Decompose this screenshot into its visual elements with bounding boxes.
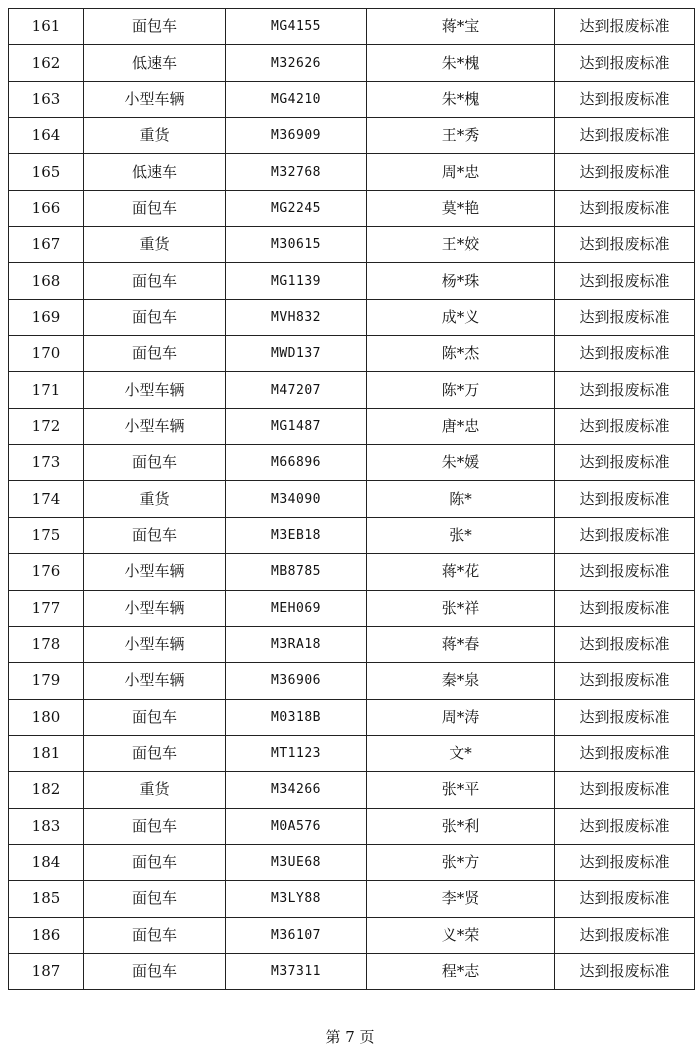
row-number-cell: 163 <box>9 81 84 117</box>
plate-number-cell: MG2245 <box>226 190 367 226</box>
status-cell: 达到报废标准 <box>555 772 695 808</box>
vehicle-type-cell: 面包车 <box>84 881 226 917</box>
row-number-cell: 174 <box>9 481 84 517</box>
status-cell: 达到报废标准 <box>555 953 695 989</box>
vehicle-type-cell: 面包车 <box>84 844 226 880</box>
table-row <box>9 554 695 590</box>
table-row <box>9 372 695 408</box>
table-row <box>9 953 695 989</box>
status-cell: 达到报废标准 <box>555 299 695 335</box>
row-number-cell: 172 <box>9 408 84 444</box>
vehicle-scrap-table <box>8 8 695 990</box>
row-number-cell: 184 <box>9 844 84 880</box>
owner-name-cell: 成*义 <box>367 299 555 335</box>
owner-name-cell: 程*志 <box>367 953 555 989</box>
status-cell: 达到报废标准 <box>555 481 695 517</box>
table-row <box>9 45 695 81</box>
vehicle-type-cell: 面包车 <box>84 735 226 771</box>
plate-number-cell: MG1487 <box>226 408 367 444</box>
table-row <box>9 590 695 626</box>
table-row <box>9 118 695 154</box>
plate-number-cell: M34266 <box>226 772 367 808</box>
vehicle-type-cell: 小型车辆 <box>84 81 226 117</box>
vehicle-type-cell: 面包车 <box>84 808 226 844</box>
row-number-cell: 181 <box>9 735 84 771</box>
status-cell: 达到报废标准 <box>555 626 695 662</box>
plate-number-cell: M34090 <box>226 481 367 517</box>
plate-number-cell: MEH069 <box>226 590 367 626</box>
owner-name-cell: 周*忠 <box>367 154 555 190</box>
status-cell: 达到报废标准 <box>555 372 695 408</box>
status-cell: 达到报废标准 <box>555 808 695 844</box>
status-cell: 达到报废标准 <box>555 154 695 190</box>
owner-name-cell: 义*荣 <box>367 917 555 953</box>
status-cell: 达到报废标准 <box>555 190 695 226</box>
owner-name-cell: 张* <box>367 517 555 553</box>
vehicle-type-cell: 小型车辆 <box>84 372 226 408</box>
row-number-cell: 165 <box>9 154 84 190</box>
plate-number-cell: MG4210 <box>226 81 367 117</box>
owner-name-cell: 陈*万 <box>367 372 555 408</box>
owner-name-cell: 陈* <box>367 481 555 517</box>
row-number-cell: 170 <box>9 336 84 372</box>
vehicle-type-cell: 面包车 <box>84 263 226 299</box>
status-cell: 达到报废标准 <box>555 9 695 45</box>
owner-name-cell: 杨*珠 <box>367 263 555 299</box>
owner-name-cell: 王*秀 <box>367 118 555 154</box>
table-row <box>9 408 695 444</box>
plate-number-cell: MVH832 <box>226 299 367 335</box>
plate-number-cell: M3UE68 <box>226 844 367 880</box>
table-row <box>9 227 695 263</box>
vehicle-type-cell: 面包车 <box>84 953 226 989</box>
plate-number-cell: M37311 <box>226 953 367 989</box>
status-cell: 达到报废标准 <box>555 699 695 735</box>
owner-name-cell: 莫*艳 <box>367 190 555 226</box>
owner-name-cell: 文* <box>367 735 555 771</box>
plate-number-cell: M47207 <box>226 372 367 408</box>
vehicle-type-cell: 重货 <box>84 772 226 808</box>
owner-name-cell: 蒋*花 <box>367 554 555 590</box>
status-cell: 达到报废标准 <box>555 45 695 81</box>
vehicle-type-cell: 重货 <box>84 118 226 154</box>
vehicle-type-cell: 面包车 <box>84 517 226 553</box>
plate-number-cell: M32768 <box>226 154 367 190</box>
table-row <box>9 844 695 880</box>
row-number-cell: 168 <box>9 263 84 299</box>
row-number-cell: 164 <box>9 118 84 154</box>
plate-number-cell: M0A576 <box>226 808 367 844</box>
row-number-cell: 176 <box>9 554 84 590</box>
vehicle-type-cell: 面包车 <box>84 299 226 335</box>
vehicle-type-cell: 小型车辆 <box>84 554 226 590</box>
vehicle-type-cell: 低速车 <box>84 154 226 190</box>
table-row <box>9 81 695 117</box>
table-row <box>9 9 695 45</box>
table-row <box>9 917 695 953</box>
vehicle-type-cell: 面包车 <box>84 445 226 481</box>
status-cell: 达到报废标准 <box>555 554 695 590</box>
plate-number-cell: M3EB18 <box>226 517 367 553</box>
status-cell: 达到报废标准 <box>555 408 695 444</box>
owner-name-cell: 朱*槐 <box>367 81 555 117</box>
table-row <box>9 481 695 517</box>
vehicle-type-cell: 重货 <box>84 227 226 263</box>
owner-name-cell: 蒋*宝 <box>367 9 555 45</box>
status-cell: 达到报废标准 <box>555 844 695 880</box>
status-cell: 达到报废标准 <box>555 81 695 117</box>
owner-name-cell: 王*姣 <box>367 227 555 263</box>
owner-name-cell: 唐*忠 <box>367 408 555 444</box>
table-row <box>9 881 695 917</box>
owner-name-cell: 张*祥 <box>367 590 555 626</box>
vehicle-type-cell: 小型车辆 <box>84 590 226 626</box>
table-row <box>9 699 695 735</box>
table-row <box>9 735 695 771</box>
status-cell: 达到报废标准 <box>555 735 695 771</box>
vehicle-type-cell: 小型车辆 <box>84 408 226 444</box>
table-row <box>9 772 695 808</box>
owner-name-cell: 秦*泉 <box>367 663 555 699</box>
plate-number-cell: M66896 <box>226 445 367 481</box>
vehicle-type-cell: 面包车 <box>84 917 226 953</box>
row-number-cell: 171 <box>9 372 84 408</box>
plate-number-cell: M36909 <box>226 118 367 154</box>
table-row <box>9 517 695 553</box>
table-row <box>9 263 695 299</box>
table-body <box>9 9 695 990</box>
table-row <box>9 154 695 190</box>
table-row <box>9 663 695 699</box>
plate-number-cell: MT1123 <box>226 735 367 771</box>
row-number-cell: 166 <box>9 190 84 226</box>
plate-number-cell: MWD137 <box>226 336 367 372</box>
owner-name-cell: 张*利 <box>367 808 555 844</box>
plate-number-cell: M32626 <box>226 45 367 81</box>
row-number-cell: 175 <box>9 517 84 553</box>
plate-number-cell: MG4155 <box>226 9 367 45</box>
row-number-cell: 162 <box>9 45 84 81</box>
owner-name-cell: 张*方 <box>367 844 555 880</box>
owner-name-cell: 张*平 <box>367 772 555 808</box>
status-cell: 达到报废标准 <box>555 663 695 699</box>
row-number-cell: 167 <box>9 227 84 263</box>
row-number-cell: 183 <box>9 808 84 844</box>
owner-name-cell: 周*涛 <box>367 699 555 735</box>
vehicle-type-cell: 面包车 <box>84 336 226 372</box>
owner-name-cell: 陈*杰 <box>367 336 555 372</box>
vehicle-type-cell: 面包车 <box>84 699 226 735</box>
vehicle-type-cell: 小型车辆 <box>84 626 226 662</box>
row-number-cell: 187 <box>9 953 84 989</box>
owner-name-cell: 蒋*春 <box>367 626 555 662</box>
row-number-cell: 177 <box>9 590 84 626</box>
owner-name-cell: 朱*媛 <box>367 445 555 481</box>
row-number-cell: 169 <box>9 299 84 335</box>
table-row <box>9 299 695 335</box>
plate-number-cell: M3LY88 <box>226 881 367 917</box>
table-row <box>9 808 695 844</box>
plate-number-cell: M0318B <box>226 699 367 735</box>
row-number-cell: 180 <box>9 699 84 735</box>
row-number-cell: 186 <box>9 917 84 953</box>
row-number-cell: 185 <box>9 881 84 917</box>
plate-number-cell: M36107 <box>226 917 367 953</box>
status-cell: 达到报废标准 <box>555 917 695 953</box>
status-cell: 达到报废标准 <box>555 263 695 299</box>
status-cell: 达到报废标准 <box>555 336 695 372</box>
owner-name-cell: 朱*槐 <box>367 45 555 81</box>
status-cell: 达到报废标准 <box>555 517 695 553</box>
row-number-cell: 173 <box>9 445 84 481</box>
vehicle-type-cell: 面包车 <box>84 9 226 45</box>
plate-number-cell: M36906 <box>226 663 367 699</box>
plate-number-cell: M3RA18 <box>226 626 367 662</box>
table-row <box>9 190 695 226</box>
vehicle-type-cell: 重货 <box>84 481 226 517</box>
row-number-cell: 161 <box>9 9 84 45</box>
status-cell: 达到报废标准 <box>555 590 695 626</box>
plate-number-cell: M30615 <box>226 227 367 263</box>
status-cell: 达到报废标准 <box>555 881 695 917</box>
row-number-cell: 182 <box>9 772 84 808</box>
status-cell: 达到报废标准 <box>555 445 695 481</box>
vehicle-type-cell: 面包车 <box>84 190 226 226</box>
status-cell: 达到报废标准 <box>555 227 695 263</box>
table-row <box>9 445 695 481</box>
plate-number-cell: MG1139 <box>226 263 367 299</box>
row-number-cell: 178 <box>9 626 84 662</box>
table-row <box>9 336 695 372</box>
vehicle-type-cell: 小型车辆 <box>84 663 226 699</box>
plate-number-cell: MB8785 <box>226 554 367 590</box>
page-number: 第 7 页 <box>325 1028 375 1046</box>
owner-name-cell: 李*贤 <box>367 881 555 917</box>
status-cell: 达到报废标准 <box>555 118 695 154</box>
table-row <box>9 626 695 662</box>
row-number-cell: 179 <box>9 663 84 699</box>
vehicle-type-cell: 低速车 <box>84 45 226 81</box>
